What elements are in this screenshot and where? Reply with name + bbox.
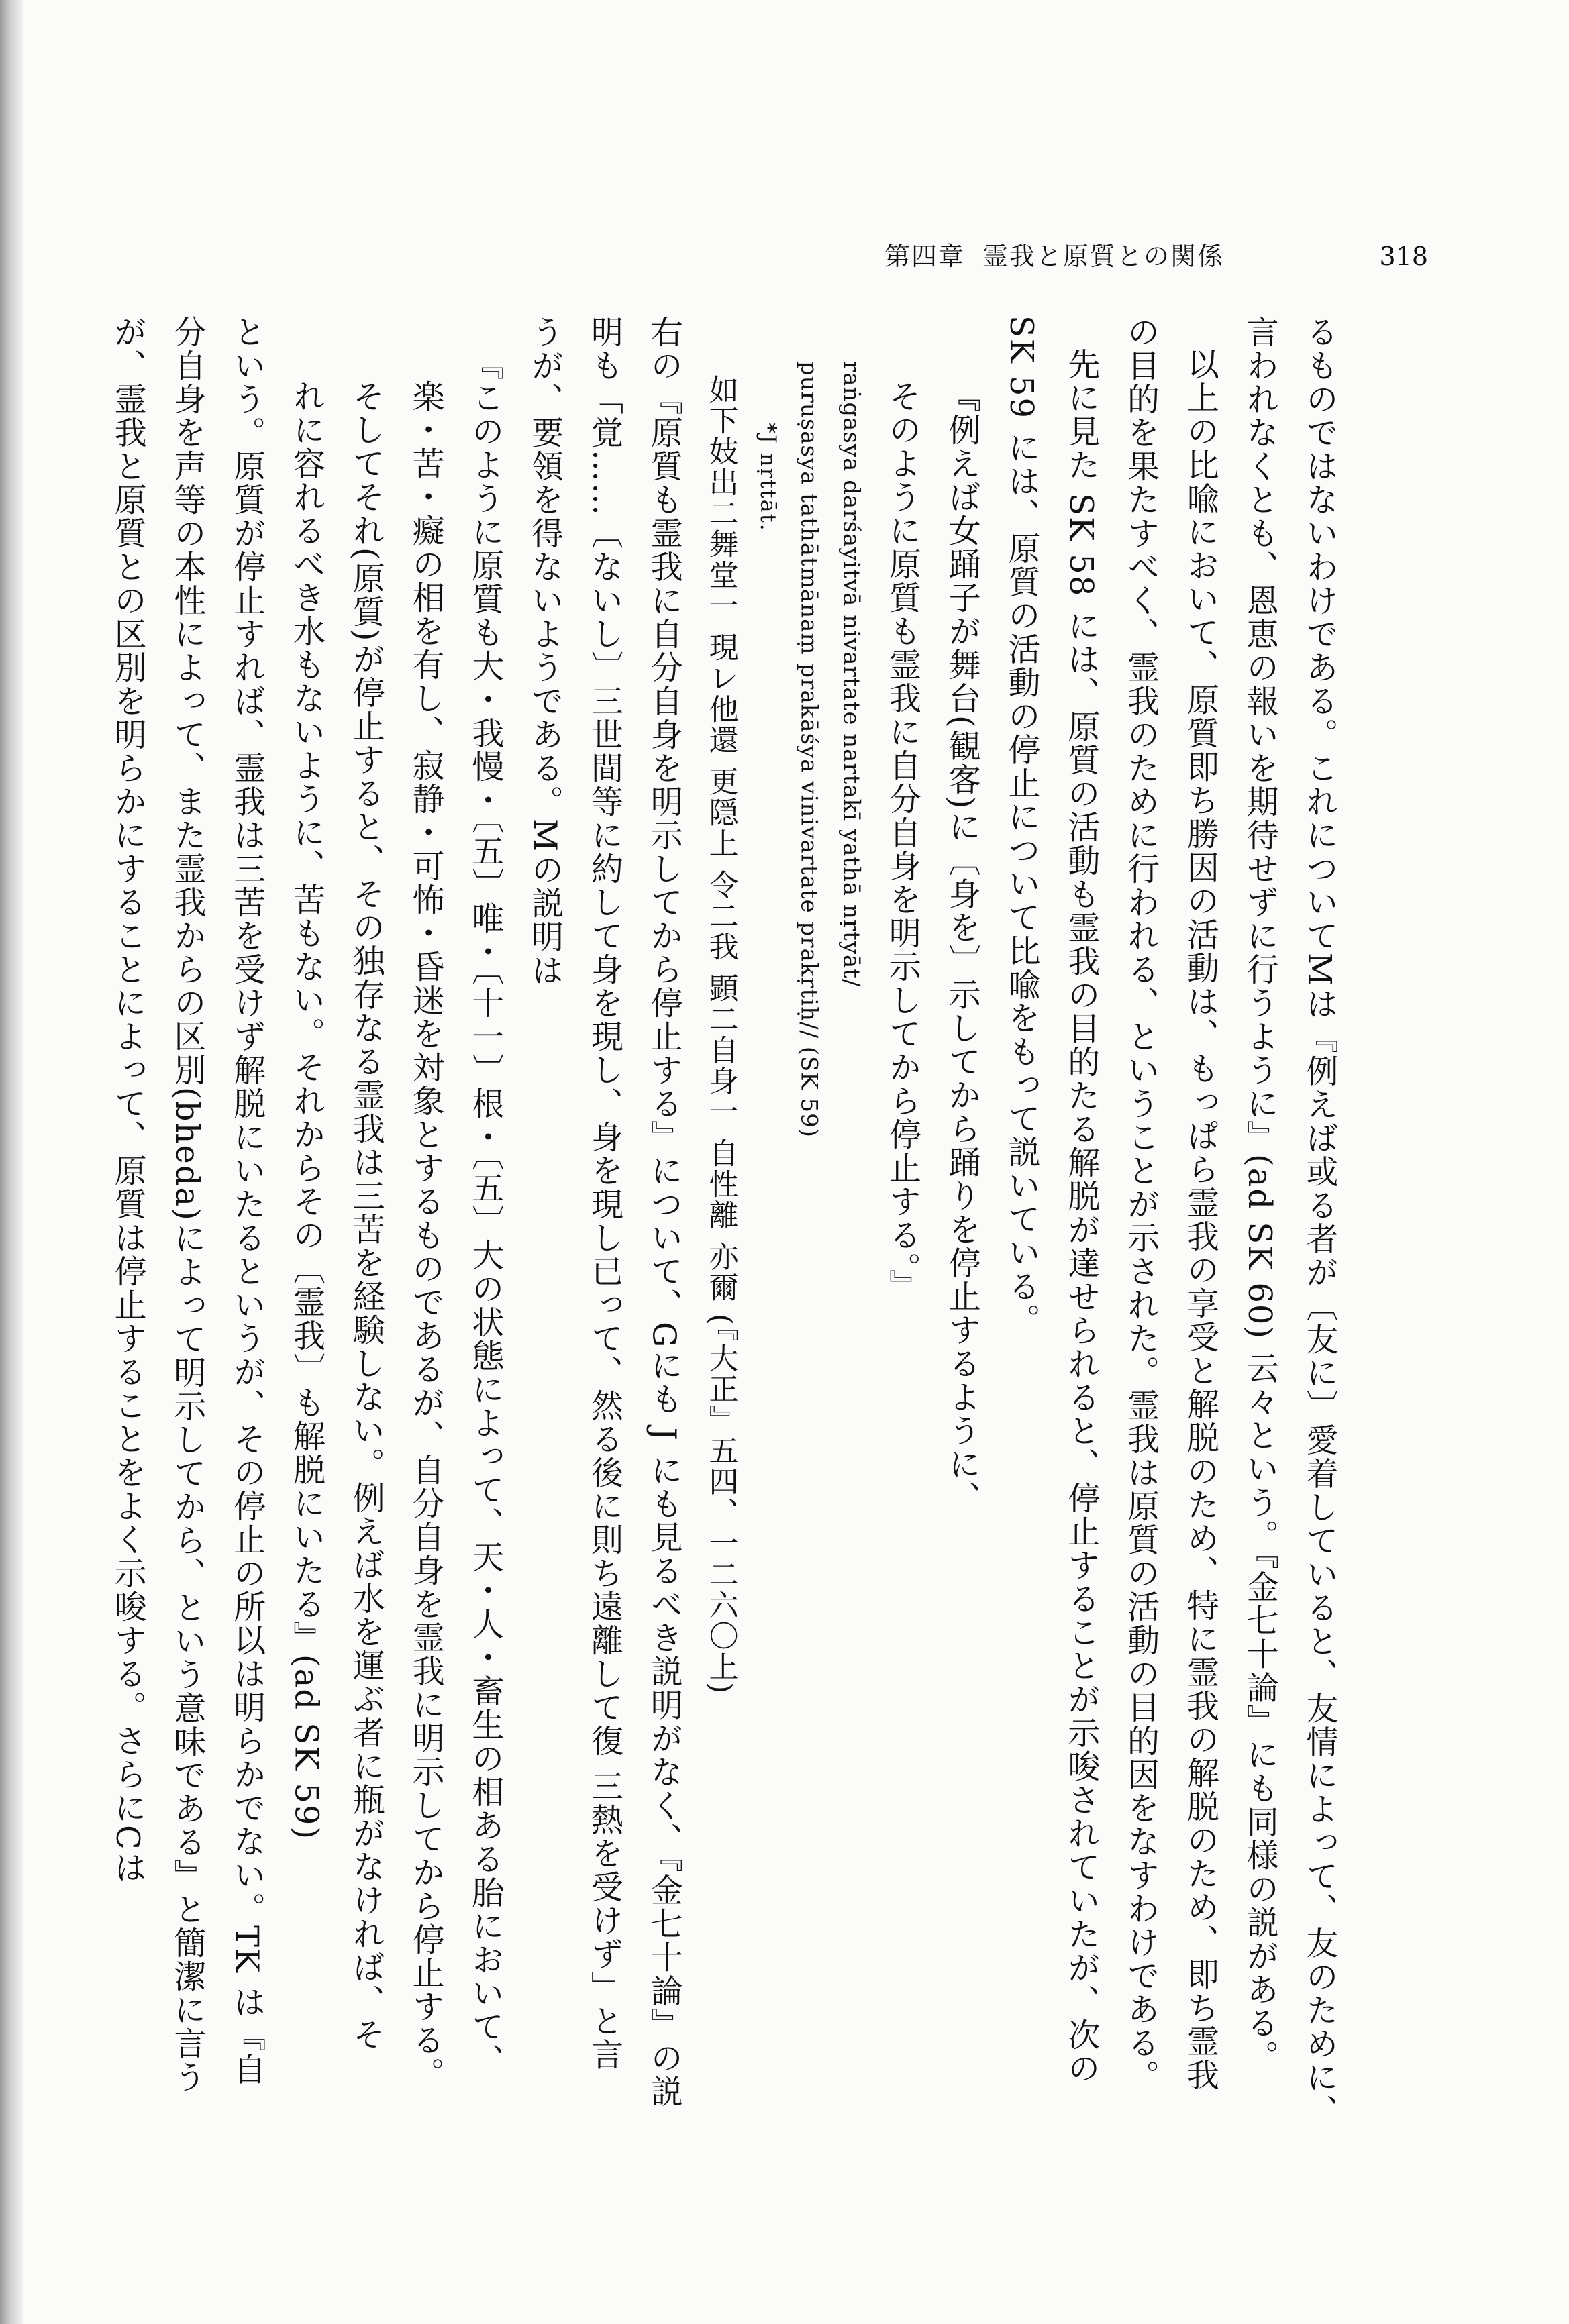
paragraph-line: うが、要領を得ないようである。Mの説明は	[525, 315, 564, 988]
paragraph-line: が、霊我と原質との区別を明らかにすることによって、原質は停止することをよく示唆する。さらにCは	[109, 315, 147, 1885]
paragraph-line: 以上の比喩において、原質即ち勝因の活動は、もっぱら霊我の享受と解脱のため、特に霊我の解脱のため、即ち霊我	[1181, 348, 1219, 2092]
chapter-label: 第四章	[884, 242, 966, 271]
chapter-title: 霊我と原質との関係	[982, 242, 1225, 271]
quotation-line: れに容れるべき水もないように、苦もない。それからその〔霊我〕も解脱にいたる』(ad SK 59)	[287, 380, 325, 1841]
sanskrit-verse-line: raṅgasya darśayitvā nivartate nartakī yathā nṛtyāt/	[838, 361, 865, 988]
paragraph-line: の目的を果たすべく、霊我のために行われる、ということが示された。霊我は原質の活動の目的因をなすわけである。	[1121, 315, 1160, 2093]
running-head	[884, 236, 1368, 276]
quotation-line: そしてそれ(原質)が停止すると、その独存なる霊我は三苦を経験しない。例えば水を運ぶ者に瓶がなければ、そ	[347, 380, 385, 2052]
quotation-line: 『例えば女踊子が舞台(観客)に〔身を〕示してから踊りを停止するように、	[943, 380, 981, 1515]
paragraph-line: という。原質が停止すれば、霊我は三苦を受けず解脱にいたるというが、その停止の所以は明らかでない。TK は『自	[227, 315, 266, 2087]
binding-shadow	[0, 0, 23, 2324]
paragraph-line: 分自身を声等の本性によって、また霊我からの区別(bheda)によって明示してから、という意味である』と簡潔に言う	[168, 315, 206, 2094]
paragraph-line: 言われなくとも、恩恵の報いを期待せずに行うように』(ad SK 60) 云々という。『金七十論』にも同様の説がある。	[1241, 315, 1279, 2074]
quotation-line: そのように原質も霊我に自分自身を明示してから停止する。』	[883, 380, 921, 1303]
paragraph-line: 明も「覚……〔ないし〕三世間等に約して身を現し、身を現し已って、然る後に則ち遠離して復 三熱を受けず」と言	[585, 315, 623, 2072]
body-text	[101, 315, 1349, 2194]
variant-note: *J nṛttāt.	[755, 423, 781, 532]
paragraph-line: 右の『原質も霊我に自分自身を明示してから停止する』について、Gにも J にも見るべき説明がなく、『金七十論』の説	[645, 315, 683, 2109]
paragraph-line: 先に見た SK 58 には、原質の活動も霊我の目的たる解脱が達せられると、停止することが示唆されていたが、次の	[1062, 348, 1100, 2085]
quotation-line: 『このように原質も大・我慢・〔五〕唯・〔十一〕根・〔五〕大の状態によって、天・人・畜生の相ある胎において、	[466, 348, 504, 2077]
chinese-translation-line: 如下妓出二舞堂一 現レ他還 更隠上 令二我 顕二自身一 自性離 亦爾 (『大正』五四、一二六〇上)	[703, 374, 738, 1695]
quotation-line: 楽・苦・癡の相を有し、寂静・可怖・昏迷を対象とするものであるが、自分自身を霊我に明示してから停止する。	[407, 380, 445, 2091]
paragraph-line: るものではないわけである。これについてMは『例えば或る者が〔友に〕愛着していると、友情によって、友のために、	[1301, 315, 1338, 2128]
sanskrit-verse-line: puruṣasya tathātmānaṃ prakāśya vinivartate prakṛtiḥ// (SK 59)	[795, 361, 823, 1139]
page-number: 318	[1379, 242, 1428, 271]
paragraph-line: SK 59 には、原質の活動の停止について比喩をもって説いている。	[1003, 315, 1041, 1337]
